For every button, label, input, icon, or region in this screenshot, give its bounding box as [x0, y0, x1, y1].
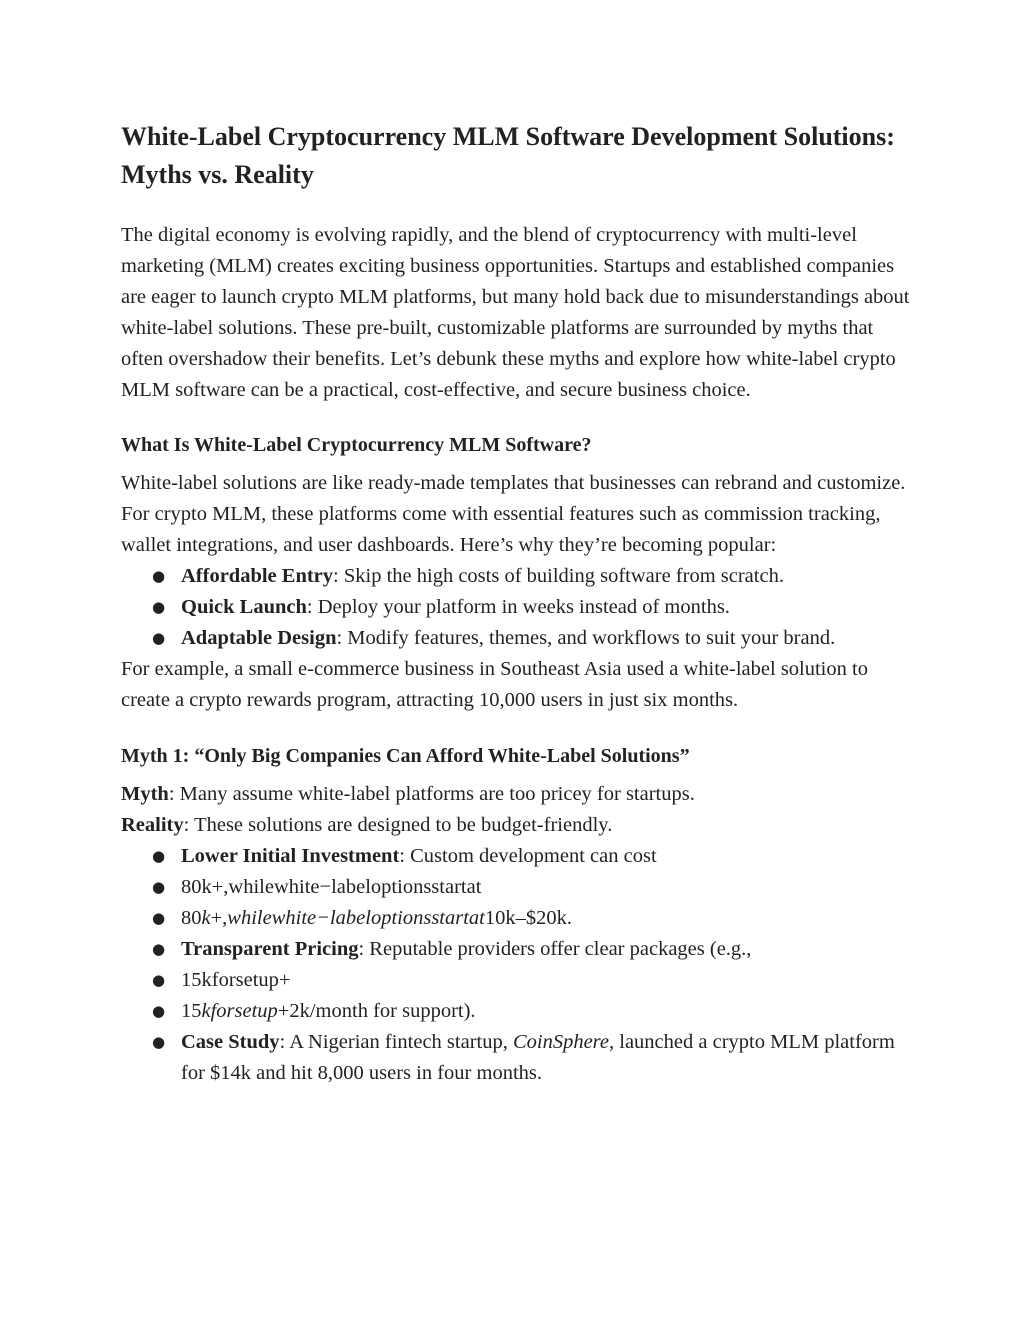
- list-item-italic: whilewhite−labeloptionsstartat: [227, 907, 485, 929]
- list-item-text: : Skip the high costs of building software from scratch.: [333, 565, 784, 587]
- list-item-text: : Modify features, themes, and workflows to suit your brand.: [336, 627, 836, 649]
- list-item-bold: Case Study: [181, 1031, 280, 1053]
- list-item-bold: Lower Initial Investment: [181, 845, 400, 867]
- list-item-bold: Quick Launch: [181, 596, 307, 618]
- list-item: [121, 561, 911, 592]
- list-item: [121, 903, 911, 934]
- myth-label: Myth: [121, 783, 169, 805]
- list-item-bold: Adaptable Design: [181, 627, 337, 649]
- list-item-text: , launched a crypto MLM platform for $14k and hit 8,000 users in four months.: [181, 1031, 895, 1084]
- reality-line: [121, 810, 911, 841]
- section-body-what-is: White-label solutions are like ready-made templates that businesses can rebrand and customize. For crypto MLM, these platforms come with essential features such as commission tracking, wallet integrations, and user dashboards. Here’s why they’re becoming popular:: [121, 472, 906, 556]
- list-item: [121, 934, 911, 965]
- bullet-icon: ●: [152, 847, 166, 865]
- myth-text: : Many assume white-label platforms are too pricey for startups.: [168, 783, 695, 805]
- bullet-icon: ●: [152, 1033, 166, 1051]
- list-item-text: 15: [181, 1000, 202, 1022]
- list-item: [121, 623, 911, 654]
- bullet-icon: ●: [152, 878, 166, 896]
- example-paragraph: For example, a small e-commerce business in Southeast Asia used a white-label solution to create a crypto rewards program, attracting 10,000 users in just six months.: [121, 658, 868, 711]
- bullet-icon: ●: [152, 598, 166, 616]
- list-item: [121, 841, 911, 872]
- list-item-italic: k: [201, 907, 211, 929]
- list-item-bold: Affordable Entry: [181, 565, 334, 587]
- list-item-italic: CoinSphere: [512, 1031, 610, 1053]
- list-item-text: 15kforsetup+: [181, 969, 291, 991]
- list-item-text: 80k+,whilewhite−labeloptionsstartat: [181, 876, 482, 898]
- list-item-bold: Transparent Pricing: [181, 938, 359, 960]
- list-item-text: : Custom development can cost: [399, 845, 657, 867]
- bullet-icon: ●: [152, 971, 166, 989]
- list-item-text: : Deploy your platform in weeks instead of months.: [306, 596, 730, 618]
- list-item-text: : Reputable providers offer clear packages (e.g.,: [358, 938, 752, 960]
- list-item-italic: kforsetup: [201, 1000, 278, 1022]
- benefits-list: [121, 561, 911, 654]
- bullet-icon: ●: [152, 629, 166, 647]
- list-item-text: 80: [181, 907, 202, 929]
- list-item-text: +2k/month for support).: [277, 1000, 476, 1022]
- list-item: [121, 965, 911, 996]
- section-heading-myth-1: Myth 1: “Only Big Companies Can Afford White-Label Solutions”: [121, 745, 690, 767]
- bullet-icon: ●: [152, 1002, 166, 1020]
- section-heading-what-is: What Is White-Label Cryptocurrency MLM Software?: [121, 434, 592, 456]
- list-item: [121, 1027, 911, 1089]
- list-item-text: +,: [210, 907, 228, 929]
- reality-text: : These solutions are designed to be budget-friendly.: [183, 814, 613, 836]
- list-item-text: : A Nigerian fintech startup,: [279, 1031, 513, 1053]
- list-item: [121, 996, 911, 1027]
- list-item: [121, 872, 911, 903]
- list-item: [121, 592, 911, 623]
- list-item-text: 10k–$20k.: [484, 907, 572, 929]
- reality-list: [121, 841, 911, 1089]
- intro-paragraph: The digital economy is evolving rapidly, and the blend of cryptocurrency with multi-level marketing (MLM) creates exciting business opportunities. Startups and established companies are eager to launch crypto MLM platforms, but many hold back due to misunderstandings about white-label solutions. These pre-built, customizable platforms are surrounded by myths that often overshadow their benefits. Let’s debunk these myths and explore how white-label crypto MLM software can be a practical, cost-effective, and secure business choice.: [121, 224, 910, 401]
- bullet-icon: ●: [152, 940, 166, 958]
- page-title: White-Label Cryptocurrency MLM Software Development Solutions: Myths vs. Reality: [121, 122, 895, 189]
- bullet-icon: ●: [152, 567, 166, 585]
- bullet-icon: ●: [152, 909, 166, 927]
- document-page: [121, 118, 911, 1089]
- reality-label: Reality: [121, 814, 184, 836]
- myth-line: [121, 779, 911, 810]
